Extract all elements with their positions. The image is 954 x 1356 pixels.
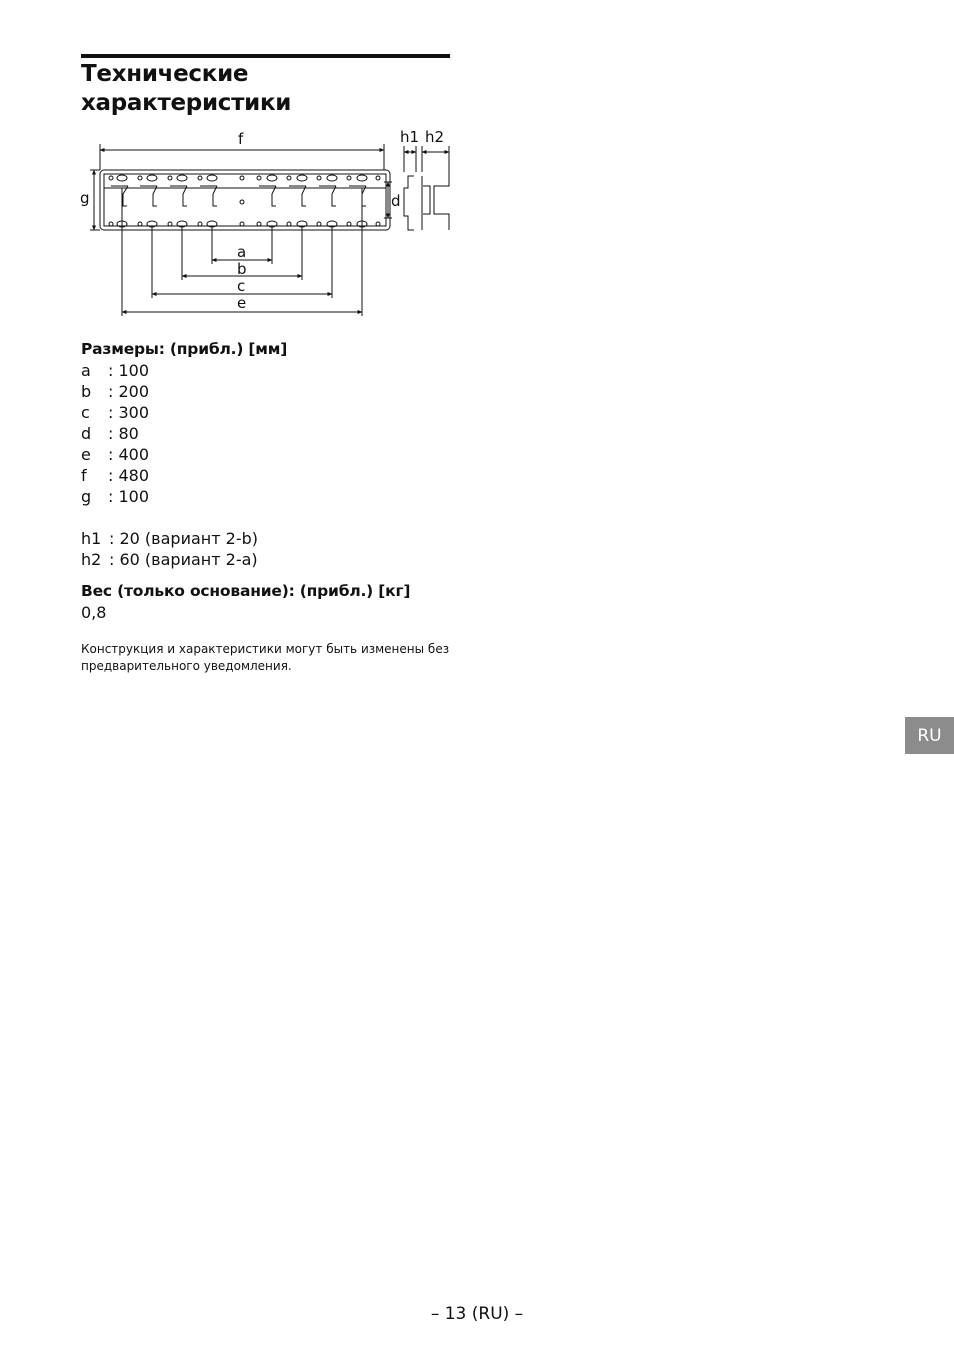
dimension-label: g bbox=[81, 487, 92, 506]
label-c: c bbox=[237, 277, 246, 295]
label-f: f bbox=[238, 130, 244, 148]
note-line-2: предварительного уведомления. bbox=[81, 659, 292, 673]
title-rule bbox=[81, 54, 450, 58]
dimension-value: : 100 bbox=[108, 360, 149, 381]
dimension-value: : 200 bbox=[108, 381, 149, 402]
dimension-row bbox=[81, 549, 258, 570]
dimension-row bbox=[81, 360, 258, 381]
spacer bbox=[81, 507, 258, 528]
dimension-label: h1 bbox=[81, 529, 102, 548]
dimension-row bbox=[81, 381, 258, 402]
dimension-value: : 400 bbox=[108, 444, 149, 465]
dimension-row bbox=[81, 402, 258, 423]
dimension-label: h2 bbox=[81, 550, 102, 569]
dimension-label: e bbox=[81, 445, 91, 464]
label-b: b bbox=[237, 260, 247, 278]
dimension-value: : 20 (вариант 2-b) bbox=[109, 528, 258, 549]
dimension-label: a bbox=[81, 361, 91, 380]
page-title-line-1: Технические bbox=[81, 61, 249, 87]
dimension-value: : 80 bbox=[108, 423, 139, 444]
label-a: a bbox=[237, 243, 247, 261]
weight-value: 0,8 bbox=[81, 603, 107, 622]
dimension-label: f bbox=[81, 466, 87, 485]
label-d: d bbox=[391, 192, 401, 210]
label-h2: h2 bbox=[425, 128, 445, 146]
dimension-diagram bbox=[78, 126, 458, 322]
dimension-row bbox=[81, 444, 258, 465]
dimension-value: : 60 (вариант 2-a) bbox=[109, 549, 258, 570]
dimensions-list bbox=[81, 360, 258, 570]
page-title-line-2: характеристики bbox=[81, 90, 292, 116]
dimension-label: d bbox=[81, 424, 92, 443]
label-e: e bbox=[237, 294, 247, 312]
label-g: g bbox=[80, 189, 90, 207]
dimension-row bbox=[81, 423, 258, 444]
dimension-row bbox=[81, 465, 258, 486]
dimension-label: b bbox=[81, 382, 92, 401]
page-title bbox=[81, 60, 461, 118]
label-h1: h1 bbox=[400, 128, 420, 146]
dimension-value: : 480 bbox=[108, 465, 149, 486]
note-line-1: Конструкция и характеристики могут быть изменены без bbox=[81, 642, 450, 656]
language-tab: RU bbox=[905, 717, 954, 754]
dimension-row bbox=[81, 528, 258, 549]
weight-heading: Вес (только основание): (прибл.) [кг] bbox=[81, 582, 411, 600]
dimension-value: : 100 bbox=[108, 486, 149, 507]
disclaimer-note bbox=[81, 641, 461, 675]
dimension-label: c bbox=[81, 403, 90, 422]
dimension-value: : 300 bbox=[108, 402, 149, 423]
page-number: – 13 (RU) – bbox=[430, 1304, 524, 1324]
dimension-row bbox=[81, 486, 258, 507]
dimensions-heading: Размеры: (прибл.) [мм] bbox=[81, 340, 288, 358]
